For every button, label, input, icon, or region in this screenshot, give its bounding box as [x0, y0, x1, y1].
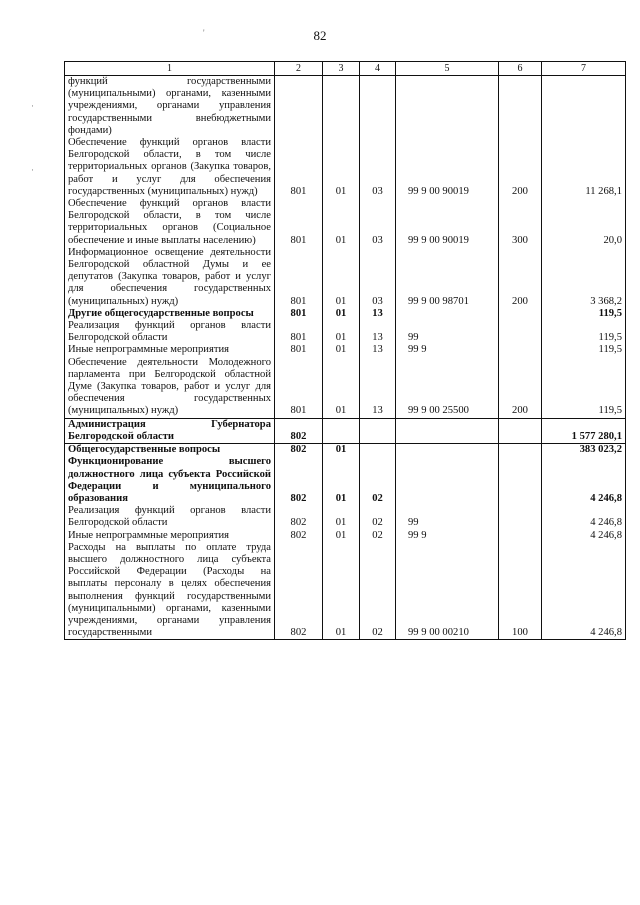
cell-description: функций государственными (муниципальными) органами, казенными учреждениями, органами управления государственными внебюджетными фондами): [65, 76, 275, 138]
cell-section: [323, 76, 360, 138]
table-row: [65, 344, 626, 356]
table-row: [65, 320, 626, 344]
table-row: [65, 308, 626, 320]
cell-ministry-code: 801: [275, 344, 323, 356]
cell-ministry-code: 801: [275, 320, 323, 344]
cell-target-article: [396, 308, 499, 320]
cell-section: 01: [323, 456, 360, 505]
table-row: [65, 76, 626, 138]
cell-expense-type: [499, 444, 542, 457]
cell-subsection: 02: [360, 456, 396, 505]
cell-section: 01: [323, 308, 360, 320]
cell-amount: 4 246,8: [542, 456, 626, 505]
cell-target-article: [396, 418, 499, 443]
cell-target-article: [396, 444, 499, 457]
cell-subsection: 13: [360, 344, 396, 356]
cell-section: 01: [323, 344, 360, 356]
table-row: [65, 357, 626, 419]
table-row: [65, 456, 626, 505]
cell-description: Обеспечение функций органов власти Белгородской области, в том числе территориальных органов (Социальное обеспечение и иные выплаты населению): [65, 198, 275, 247]
cell-target-article: 99 9: [396, 530, 499, 542]
cell-target-article: [396, 76, 499, 138]
cell-subsection: 02: [360, 530, 396, 542]
scan-speck: ·: [31, 165, 34, 175]
cell-expense-type: [499, 76, 542, 138]
cell-expense-type: [499, 505, 542, 529]
table-row: [65, 247, 626, 308]
table-row: [65, 137, 626, 198]
cell-section: 01: [323, 198, 360, 247]
table-row: [65, 505, 626, 529]
cell-ministry-code: 802: [275, 444, 323, 457]
cell-amount: 119,5: [542, 357, 626, 419]
cell-subsection: 13: [360, 357, 396, 419]
cell-subsection: 03: [360, 247, 396, 308]
column-header-6: 6: [499, 62, 542, 76]
cell-description: Обеспечение деятельности Молодежного парламента при Белгородской областной Думе (Закупка товаров, работ и услуг для обеспечения государственных (муниципальных) нужд): [65, 357, 275, 419]
cell-subsection: [360, 418, 396, 443]
cell-description: Расходы на выплаты по оплате труда высшего должностного лица субъекта Российской Федерации (Расходы на выплаты персоналу в целях обеспечения выполнения функций государственными (муниципальными) органами, казенными учреждениями, органами управления государственными: [65, 542, 275, 640]
cell-ministry-code: 802: [275, 530, 323, 542]
cell-amount: 3 368,2: [542, 247, 626, 308]
cell-amount: 383 023,2: [542, 444, 626, 457]
cell-ministry-code: 802: [275, 542, 323, 640]
cell-expense-type: 200: [499, 247, 542, 308]
cell-ministry-code: 802: [275, 505, 323, 529]
column-header-4: 4: [360, 62, 396, 76]
cell-subsection: 03: [360, 137, 396, 198]
page-number: 82: [313, 28, 327, 43]
cell-expense-type: [499, 530, 542, 542]
cell-amount: 1 577 280,1: [542, 418, 626, 443]
cell-target-article: 99 9 00 00210: [396, 542, 499, 640]
cell-expense-type: 100: [499, 542, 542, 640]
cell-ministry-code: 801: [275, 198, 323, 247]
cell-section: 01: [323, 542, 360, 640]
table-row: [65, 542, 626, 640]
cell-amount: 20,0: [542, 198, 626, 247]
cell-target-article: 99 9 00 90019: [396, 137, 499, 198]
cell-expense-type: 200: [499, 357, 542, 419]
cell-description: Иные непрограммные мероприятия: [65, 344, 275, 356]
table-row: [65, 418, 626, 443]
cell-target-article: 99: [396, 320, 499, 344]
cell-subsection: 02: [360, 505, 396, 529]
cell-description: Реализация функций органов власти Белгородской области: [65, 320, 275, 344]
cell-ministry-code: 801: [275, 308, 323, 320]
cell-subsection: 13: [360, 320, 396, 344]
cell-expense-type: [499, 308, 542, 320]
cell-section: 01: [323, 247, 360, 308]
cell-amount: 119,5: [542, 320, 626, 344]
cell-subsection: 13: [360, 308, 396, 320]
cell-expense-type: [499, 456, 542, 505]
cell-description: Другие общегосударственные вопросы: [65, 308, 275, 320]
cell-expense-type: 200: [499, 137, 542, 198]
cell-expense-type: [499, 320, 542, 344]
cell-amount: 4 246,8: [542, 505, 626, 529]
cell-description: Функционирование высшего должностного лица субъекта Российской Федерации и муниципального образования: [65, 456, 275, 505]
cell-target-article: 99 9 00 98701: [396, 247, 499, 308]
cell-description: Информационное освещение деятельности Белгородской областной Думы и ее депутатов (Закупка товаров, работ и услуг для обеспечения государственных (муниципальных) нужд): [65, 247, 275, 308]
cell-section: [323, 418, 360, 443]
cell-subsection: 02: [360, 542, 396, 640]
cell-section: 01: [323, 530, 360, 542]
cell-ministry-code: 801: [275, 247, 323, 308]
cell-target-article: 99 9 00 90019: [396, 198, 499, 247]
cell-description: Общегосударственные вопросы: [65, 444, 275, 457]
cell-section: 01: [323, 505, 360, 529]
column-header-1: 1: [65, 62, 275, 76]
column-header-7: 7: [542, 62, 626, 76]
column-header-5: 5: [396, 62, 499, 76]
cell-subsection: 03: [360, 198, 396, 247]
cell-amount: 119,5: [542, 308, 626, 320]
cell-expense-type: [499, 418, 542, 443]
cell-target-article: 99 9: [396, 344, 499, 356]
cell-description: Обеспечение функций органов власти Белгородской области, в том числе территориальных органов (Закупка товаров, работ и услуг для обеспечения государственных (муниципальных) нужд): [65, 137, 275, 198]
cell-amount: 11 268,1: [542, 137, 626, 198]
table-row: [65, 198, 626, 247]
cell-section: 01: [323, 357, 360, 419]
cell-ministry-code: 801: [275, 357, 323, 419]
cell-subsection: [360, 444, 396, 457]
cell-target-article: [396, 456, 499, 505]
table-row: [65, 444, 626, 457]
scan-speck: ·: [31, 101, 34, 111]
cell-target-article: 99: [396, 505, 499, 529]
cell-ministry-code: 801: [275, 137, 323, 198]
column-header-2: 2: [275, 62, 323, 76]
cell-description: Администрация Губернатора Белгородской области: [65, 418, 275, 443]
table-header-row: [65, 62, 626, 76]
cell-ministry-code: 802: [275, 418, 323, 443]
cell-ministry-code: 802: [275, 456, 323, 505]
cell-expense-type: 300: [499, 198, 542, 247]
cell-ministry-code: [275, 76, 323, 138]
budget-table: [64, 61, 626, 640]
cell-expense-type: [499, 344, 542, 356]
cell-description: Реализация функций органов власти Белгородской области: [65, 505, 275, 529]
cell-subsection: [360, 76, 396, 138]
cell-amount: 4 246,8: [542, 542, 626, 640]
cell-amount: 119,5: [542, 344, 626, 356]
cell-amount: 4 246,8: [542, 530, 626, 542]
scan-speck: ': [203, 28, 205, 38]
column-header-3: 3: [323, 62, 360, 76]
cell-target-article: 99 9 00 25500: [396, 357, 499, 419]
cell-section: 01: [323, 320, 360, 344]
cell-section: 01: [323, 137, 360, 198]
cell-amount: [542, 76, 626, 138]
table-row: [65, 530, 626, 542]
cell-section: 01: [323, 444, 360, 457]
cell-description: Иные непрограммные мероприятия: [65, 530, 275, 542]
